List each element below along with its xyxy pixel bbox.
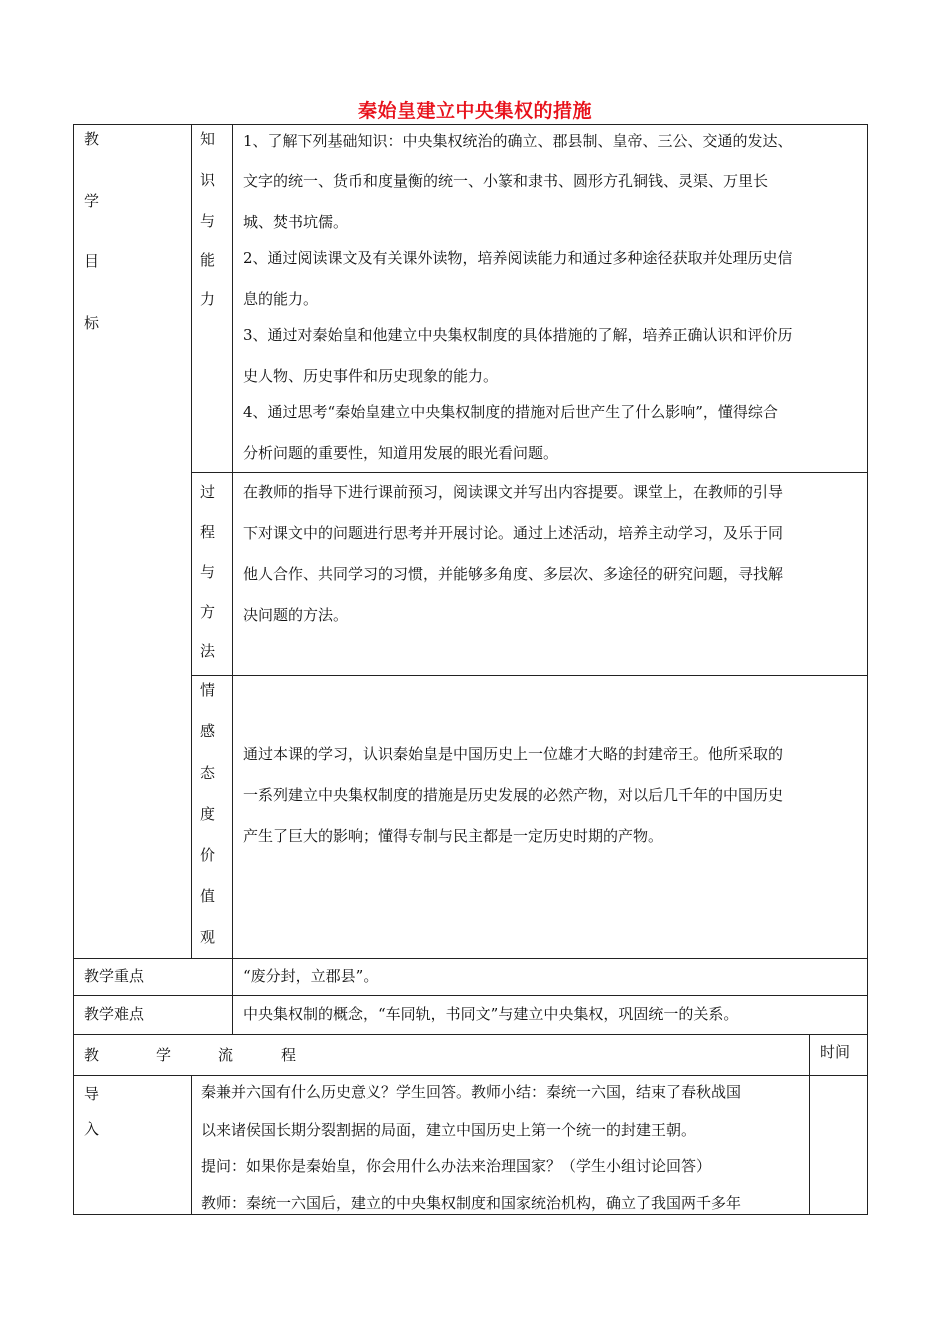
difficulty-label: 教学难点: [84, 1005, 145, 1023]
key-point-label: 教学重点: [84, 967, 145, 985]
key-point-value: “废分封，立郡县”。: [243, 967, 379, 985]
time-column-header: 时间: [820, 1043, 851, 1061]
document-title: 秦始皇建立中央集权的措施: [357, 100, 592, 122]
difficulty-value: 中央集权制的概念，“车同轨，书同文”与建立中央集权，巩固统一的关系。: [243, 1005, 739, 1023]
